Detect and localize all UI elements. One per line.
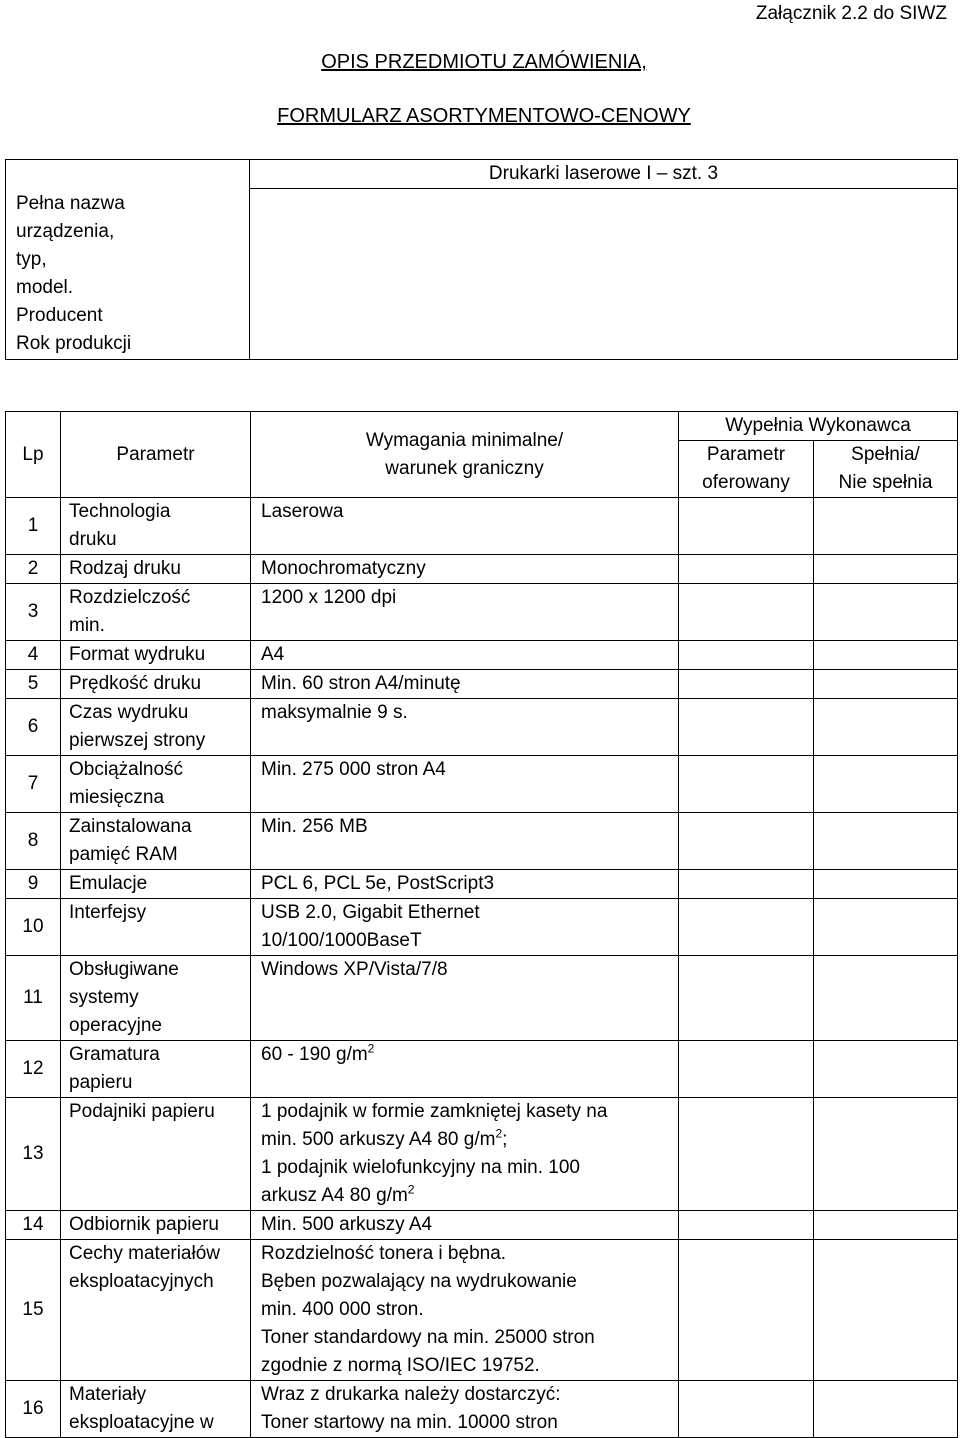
offered-parameter-field[interactable] <box>679 1211 814 1240</box>
table-row <box>6 1381 958 1438</box>
compliance-field[interactable] <box>814 641 958 670</box>
table-row <box>6 1098 958 1211</box>
row-requirement <box>251 498 679 555</box>
device-label-line: model. <box>16 277 74 298</box>
row-number: 11 <box>6 956 61 1041</box>
offered-parameter-field[interactable] <box>679 498 814 555</box>
device-heading: Drukarki laserowe I – szt. 3 <box>250 160 958 189</box>
row-number: 5 <box>6 670 61 699</box>
row-parameter <box>61 899 251 956</box>
offered-parameter-field[interactable] <box>679 813 814 870</box>
row-parameter-line: Czas wydruku <box>69 702 189 723</box>
row-requirement <box>251 1240 679 1381</box>
specification-table <box>5 411 958 1438</box>
row-number: 10 <box>6 899 61 956</box>
row-parameter <box>61 1041 251 1098</box>
row-number: 8 <box>6 813 61 870</box>
col-header-spelnia <box>814 441 958 498</box>
row-number: 14 <box>6 1211 61 1240</box>
row-requirement-line: 1 podajnik w formie zamkniętej kasety na <box>261 1101 608 1122</box>
col-header-wypelnia: Wypełnia Wykonawca <box>679 412 958 441</box>
offered-parameter-field[interactable] <box>679 756 814 813</box>
row-requirement-line: 1 podajnik wielofunkcyjny na min. 100 <box>261 1157 580 1178</box>
row-requirement-line: Windows XP/Vista/7/8 <box>261 959 448 980</box>
document-title: OPIS PRZEDMIOTU ZAMÓWIENIA, <box>321 51 647 73</box>
compliance-field[interactable] <box>814 1211 958 1240</box>
row-parameter <box>61 870 251 899</box>
row-parameter-line: Rodzaj druku <box>69 558 181 579</box>
row-parameter-line: pamięć RAM <box>69 844 178 865</box>
row-requirement-line: Laserowa <box>261 501 344 522</box>
row-parameter-line: Materiały <box>69 1384 147 1405</box>
row-requirement <box>251 899 679 956</box>
row-parameter <box>61 1098 251 1211</box>
offered-parameter-field[interactable] <box>679 641 814 670</box>
row-requirement <box>251 956 679 1041</box>
table-row <box>6 813 958 870</box>
col-header-wymagania-line2: warunek graniczny <box>385 457 544 479</box>
row-requirement-line: A4 <box>261 644 285 665</box>
compliance-field[interactable] <box>814 699 958 756</box>
row-requirement <box>251 670 679 699</box>
offered-parameter-field[interactable] <box>679 1041 814 1098</box>
table-row <box>6 641 958 670</box>
row-requirement <box>251 813 679 870</box>
row-parameter-line: miesięczna <box>69 787 165 808</box>
row-parameter-line: Interfejsy <box>69 902 147 923</box>
row-parameter-line: pierwszej strony <box>69 730 206 751</box>
row-requirement-line: 10/100/1000BaseT <box>261 930 422 951</box>
superscript: 2 <box>495 1126 503 1141</box>
semicolon: ; <box>502 1129 508 1150</box>
row-requirement-line: 60 - 190 $g/m^2$ <box>261 1041 375 1065</box>
row-parameter <box>61 956 251 1041</box>
row-requirement-line: Toner standardowy na min. 25000 stron <box>261 1327 595 1348</box>
row-parameter <box>61 641 251 670</box>
row-parameter-line: Obciążalność <box>69 759 184 780</box>
device-info-table <box>5 159 958 360</box>
offered-parameter-field[interactable] <box>679 699 814 756</box>
attachment-label: Załącznik 2.2 do SIWZ <box>755 3 947 24</box>
compliance-field[interactable] <box>814 670 958 699</box>
row-requirement-line: 1200 x 1200 dpi <box>261 587 397 608</box>
row-parameter <box>61 670 251 699</box>
compliance-field[interactable] <box>814 1240 958 1381</box>
row-parameter-line: Odbiornik papieru <box>69 1214 219 1235</box>
compliance-field[interactable] <box>814 956 958 1041</box>
row-requirement-line: Bęben pozwalający na wydrukowanie <box>261 1271 577 1292</box>
row-requirement <box>251 555 679 584</box>
row-parameter-line: Rozdzielczość <box>69 587 191 608</box>
row-requirement-line: Min. 60 stron A4/minutę <box>261 673 461 694</box>
row-requirement-line: min. 400 000 stron. <box>261 1299 424 1320</box>
row-number: 6 <box>6 699 61 756</box>
row-requirement <box>251 1041 679 1098</box>
offered-parameter-field[interactable] <box>679 1381 814 1438</box>
row-requirement-line: Rozdzielność tonera i bębna. <box>261 1243 507 1264</box>
compliance-field[interactable] <box>814 555 958 584</box>
table-row <box>6 899 958 956</box>
row-requirement-line: Wraz z drukarka należy dostarczyć: <box>261 1384 561 1405</box>
row-number: 1 <box>6 498 61 555</box>
compliance-field[interactable] <box>814 1041 958 1098</box>
row-parameter-line: Podajniki papieru <box>69 1101 215 1122</box>
table-row <box>6 1211 958 1240</box>
row-parameter-line: Prędkość druku <box>69 673 202 694</box>
col-header-spelnia-line1: Spełnia/ <box>851 444 920 465</box>
compliance-field[interactable] <box>814 870 958 899</box>
device-label-cell <box>6 160 250 360</box>
row-parameter <box>61 756 251 813</box>
row-requirement <box>251 870 679 899</box>
row-number: 13 <box>6 1098 61 1211</box>
offered-parameter-field[interactable] <box>679 956 814 1041</box>
compliance-field[interactable] <box>814 584 958 641</box>
row-requirement <box>251 699 679 756</box>
table-row <box>6 699 958 756</box>
row-parameter-line: Gramatura <box>69 1044 160 1065</box>
col-header-oferowany <box>679 441 814 498</box>
row-requirement <box>251 756 679 813</box>
row-number: 15 <box>6 1240 61 1381</box>
row-parameter-line: eksploatacyjnych <box>69 1271 214 1292</box>
row-requirement <box>251 1381 679 1438</box>
row-parameter-line: Format wydruku <box>69 644 206 665</box>
row-parameter <box>61 555 251 584</box>
device-label-line: typ, <box>16 249 47 270</box>
col-header-wymagania <box>251 412 679 498</box>
row-parameter-line: Emulacje <box>69 873 148 894</box>
row-requirement <box>251 1211 679 1240</box>
row-parameter-line: eksploatacyjne w <box>69 1412 214 1433</box>
row-requirement-line: Monochromatyczny <box>261 558 426 579</box>
col-header-oferowany-line2: oferowany <box>702 472 790 493</box>
superscript: 2 <box>367 1041 375 1056</box>
device-label-line: Producent <box>16 305 103 326</box>
row-parameter-line: papieru <box>69 1072 133 1093</box>
col-header-oferowany-line1: Parametr <box>706 444 786 465</box>
table-row <box>6 584 958 641</box>
row-requirement-line: maksymalnie 9 s. <box>261 702 408 723</box>
compliance-field[interactable] <box>814 813 958 870</box>
compliance-field[interactable] <box>814 1381 958 1438</box>
row-parameter <box>61 1240 251 1381</box>
row-requirement-line: USB 2.0, Gigabit Ethernet <box>261 902 480 923</box>
device-label-line: urządzenia, <box>16 221 115 242</box>
row-parameter-line: Obsługiwane <box>69 959 179 980</box>
row-number: 12 <box>6 1041 61 1098</box>
col-header-lp: Lp <box>6 412 61 498</box>
row-parameter <box>61 498 251 555</box>
table-row <box>6 870 958 899</box>
row-parameter-line: Cechy materiałów <box>69 1243 220 1264</box>
device-label-line: Pełna nazwa <box>16 193 125 214</box>
row-requirement <box>251 641 679 670</box>
table-row <box>6 1041 958 1098</box>
col-header-wymagania-line1: Wymagania minimalne/ <box>365 429 564 451</box>
row-parameter-line: Zainstalowana <box>69 816 192 837</box>
row-requirement-line: Min. 500 arkuszy A4 <box>261 1214 433 1235</box>
device-value-field[interactable] <box>250 189 958 360</box>
row-number: 3 <box>6 584 61 641</box>
compliance-field[interactable] <box>814 899 958 956</box>
compliance-field[interactable] <box>814 498 958 555</box>
row-requirement-line: min. 500 arkuszy A4 80 $g/m^2$; <box>261 1126 508 1150</box>
offered-parameter-field[interactable] <box>679 670 814 699</box>
row-parameter <box>61 699 251 756</box>
offered-parameter-field[interactable] <box>679 584 814 641</box>
row-requirement-line: zgodnie z normą ISO/IEC 19752. <box>261 1355 540 1376</box>
row-requirement-line: Min. 256 MB <box>261 816 368 837</box>
row-requirement-line: arkusz A4 80 $g/m^2$ <box>261 1182 415 1206</box>
table-row <box>6 956 958 1041</box>
offered-parameter-field[interactable] <box>679 1098 814 1211</box>
offered-parameter-field[interactable] <box>679 1240 814 1381</box>
row-number: 9 <box>6 870 61 899</box>
row-number: 2 <box>6 555 61 584</box>
row-parameter <box>61 813 251 870</box>
table-row <box>6 555 958 584</box>
row-number: 16 <box>6 1381 61 1438</box>
row-parameter-line: systemy <box>69 987 139 1008</box>
offered-parameter-field[interactable] <box>679 870 814 899</box>
device-label-line: Rok produkcji <box>16 333 132 354</box>
row-requirement <box>251 1098 679 1211</box>
row-parameter <box>61 1381 251 1438</box>
row-parameter-line: Technologia <box>69 501 171 522</box>
row-requirement-line: Toner startowy na min. 10000 stron <box>261 1412 558 1433</box>
table-row <box>6 1240 958 1381</box>
row-requirement <box>251 584 679 641</box>
offered-parameter-field[interactable] <box>679 555 814 584</box>
row-requirement-line: Min. 275 000 stron A4 <box>261 759 446 780</box>
table-row <box>6 756 958 813</box>
row-parameter-line: druku <box>69 529 117 550</box>
row-parameter-line: operacyjne <box>69 1015 162 1036</box>
document-subtitle: FORMULARZ ASORTYMENTOWO-CENOWY <box>277 105 691 127</box>
row-number: 4 <box>6 641 61 670</box>
row-parameter <box>61 1211 251 1240</box>
row-requirement-line: PCL 6, PCL 5e, PostScript3 <box>261 873 495 894</box>
compliance-field[interactable] <box>814 756 958 813</box>
table-row <box>6 498 958 555</box>
offered-parameter-field[interactable] <box>679 899 814 956</box>
row-parameter <box>61 584 251 641</box>
table-row <box>6 670 958 699</box>
row-number: 7 <box>6 756 61 813</box>
compliance-field[interactable] <box>814 1098 958 1211</box>
col-header-parametr: Parametr <box>61 412 251 498</box>
superscript: 2 <box>407 1182 415 1197</box>
row-parameter-line: min. <box>69 615 105 636</box>
col-header-spelnia-line2: Nie spełnia <box>838 472 933 493</box>
